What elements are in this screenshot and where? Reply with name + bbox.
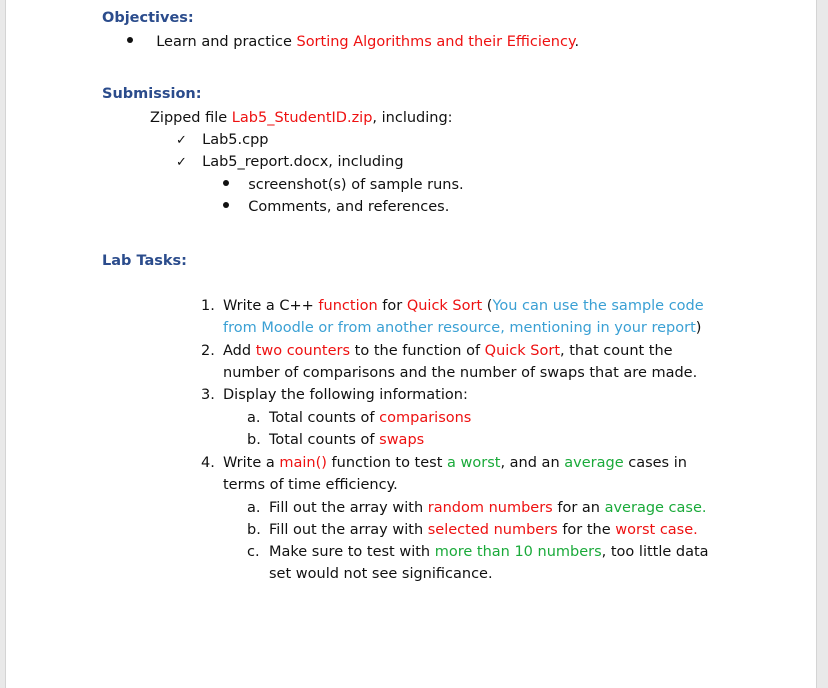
submission-heading: Submission: [102, 86, 202, 102]
file-2-name: Lab5_report.docx, including [202, 154, 404, 170]
task-4a [247, 499, 707, 517]
task-3b [247, 431, 424, 449]
task-4a-for: for an [552, 500, 605, 516]
objectives-item [127, 33, 579, 51]
task-4b-selected: selected numbers [427, 522, 558, 538]
document-page [5, 0, 817, 688]
task-4c-label: c. [247, 544, 260, 560]
task-4-number: 4. [201, 455, 215, 471]
task-2-text: Add [223, 343, 256, 359]
report-item-2-text: Comments, and references. [248, 199, 450, 215]
task-3a-text: Total counts of [269, 410, 380, 426]
task-3a-label: a. [247, 410, 261, 426]
submission-zip-line [150, 109, 453, 127]
objectives-text: Learn and practice [156, 34, 297, 50]
report-item-1-text: screenshot(s) of sample runs. [248, 177, 464, 193]
task-4c-line-2: set would not see significance. [269, 566, 493, 582]
task-3-number: 3. [201, 387, 215, 403]
task-1-paren-close: ) [695, 320, 702, 336]
zip-prefix: Zipped file [150, 110, 232, 126]
task-1-paren-open: ( [482, 298, 493, 314]
task-4-line-2: terms of time efficiency. [223, 477, 398, 493]
task-1-note-cont: from Moodle or from another resource, mentioning in your report [223, 320, 696, 336]
zip-suffix: , including: [372, 110, 453, 126]
task-2 [201, 342, 673, 360]
checkmark-icon: ✓ [176, 155, 187, 170]
task-4-main: main() [279, 455, 327, 471]
checkmark-icon: ✓ [176, 133, 187, 148]
lab-tasks-heading: Lab Tasks: [102, 253, 187, 269]
task-4a-text: Fill out the array with [269, 500, 428, 516]
task-3b-label: b. [247, 432, 261, 448]
task-4a-random: random numbers [427, 500, 553, 516]
zip-filename: Lab5_StudentID.zip [231, 110, 373, 126]
bullet-icon [127, 37, 133, 43]
task-4-to-test: function to test [326, 455, 448, 471]
task-2-counters: two counters [255, 343, 351, 359]
task-3-text: Display the following information: [223, 387, 468, 403]
submission-file-1 [176, 131, 269, 150]
report-item-1 [223, 176, 464, 194]
task-4b-label: b. [247, 522, 261, 538]
report-item-2 [223, 198, 449, 216]
task-2-tail: , that count the [560, 343, 673, 359]
task-4c-tail: , too little data [601, 544, 709, 560]
task-4-and: , and an [500, 455, 565, 471]
task-3a-comparisons: comparisons [379, 410, 472, 426]
task-4b-text: Fill out the array with [269, 522, 428, 538]
task-2-of: to the function of [350, 343, 485, 359]
task-4c-more-than-10: more than 10 numbers [434, 544, 602, 560]
task-4-average: average [564, 455, 624, 471]
task-4 [201, 454, 687, 472]
task-1 [201, 297, 704, 315]
task-3b-text: Total counts of [269, 432, 380, 448]
task-4b-for: for the [557, 522, 616, 538]
task-2-quicksort: Quick Sort [484, 343, 561, 359]
task-1-line-2 [223, 319, 701, 337]
task-1-for: for [377, 298, 407, 314]
task-3a [247, 409, 471, 427]
task-4b [247, 521, 698, 539]
bullet-icon [223, 202, 229, 208]
objectives-heading: Objectives: [102, 10, 194, 26]
task-4c-text: Make sure to test with [269, 544, 435, 560]
task-2-line-2: number of comparisons and the number of swaps that are made. [223, 365, 698, 381]
task-4c [247, 543, 709, 561]
task-1-function: function [318, 298, 378, 314]
task-2-number: 2. [201, 343, 215, 359]
task-3 [201, 386, 468, 404]
task-4-cases: cases in [623, 455, 687, 471]
task-4a-label: a. [247, 500, 261, 516]
objectives-highlight: Sorting Algorithms and their Efficiency [296, 34, 575, 50]
task-4-text: Write a [223, 455, 280, 471]
task-1-number: 1. [201, 298, 215, 314]
task-4b-worst-case: worst case. [615, 522, 698, 538]
task-1-note: You can use the sample code [492, 298, 704, 314]
task-1-quicksort: Quick Sort [406, 298, 483, 314]
submission-file-2 [176, 153, 404, 172]
task-3b-swaps: swaps [379, 432, 425, 448]
objectives-suffix: . [574, 34, 580, 50]
task-4a-average-case: average case. [604, 500, 707, 516]
task-1-text: Write a C++ [223, 298, 319, 314]
file-1-name: Lab5.cpp [202, 132, 269, 148]
task-4-worst: a worst [447, 455, 501, 471]
bullet-icon [223, 180, 229, 186]
